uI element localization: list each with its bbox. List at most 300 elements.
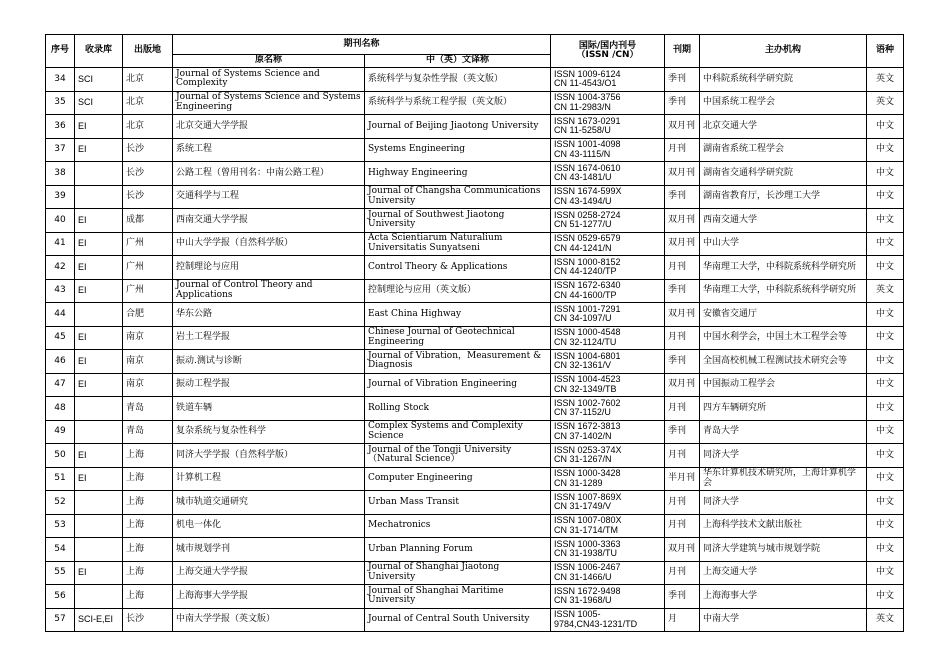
cn-number: CN 43-1115/N — [554, 148, 611, 159]
cell-location: 广州 — [123, 232, 173, 256]
cell-original-name: 同济大学学报（自然科学版） — [173, 444, 365, 468]
issn-number: ISSN 1001-7291 — [554, 303, 621, 314]
table-row — [46, 209, 904, 233]
issn-number: ISSN 1674-0610 — [554, 162, 621, 173]
cell-period: 季刊 — [665, 279, 700, 303]
cn-number: CN 32-1361/V — [554, 360, 612, 371]
cell-location: 北京 — [123, 68, 173, 92]
cell-original-name: 机电一体化 — [173, 514, 365, 538]
cell-sponsor: 华南理工大学，中科院系统科学研究所 — [700, 256, 867, 280]
header-library: 收录库 — [75, 35, 123, 68]
cell-language: 中文 — [867, 420, 904, 444]
cell-seq: 50 — [46, 444, 75, 468]
header-language: 语种 — [867, 35, 904, 68]
cell-sponsor: 湖南省交通科学研究院 — [700, 162, 867, 186]
cell-library: EI — [75, 279, 123, 303]
cell-seq: 41 — [46, 232, 75, 256]
cell-translated-name: Rolling Stock — [365, 397, 551, 421]
cell-seq: 44 — [46, 303, 75, 327]
cell-period: 双月刊 — [665, 303, 700, 327]
cell-library — [75, 162, 123, 186]
cn-number: CN 31-1714/TM — [554, 524, 619, 535]
issn-number: ISSN 1672-9498 — [554, 585, 621, 596]
cell-translated-name: Journal of Southwest Jiaotong University — [365, 209, 551, 233]
cell-translated-name: 系统科学与系统工程学报（英文版） — [365, 91, 551, 115]
header-location: 出版地 — [123, 35, 173, 68]
cell-location: 南京 — [123, 350, 173, 374]
cell-issn-cn — [551, 303, 665, 327]
cell-sponsor: 上海交通大学 — [700, 561, 867, 585]
cell-translated-name: Mechatronics — [365, 514, 551, 538]
cell-language: 中文 — [867, 373, 904, 397]
cn-number: CN 31-1267/N — [554, 454, 612, 465]
cell-original-name: 中山大学学报（自然科学版） — [173, 232, 365, 256]
cell-library: SCI-E,EI — [75, 608, 123, 632]
cn-number: CN 11-5258/U — [554, 125, 611, 136]
cn-number: CN 32-1349/TB — [554, 383, 617, 394]
cn-number: CN 32-1124/TU — [554, 336, 617, 347]
cell-original-name: Journal of Control Theory and Applications — [173, 279, 365, 303]
cell-issn-cn — [551, 350, 665, 374]
issn-number: ISSN 1004-4523 — [554, 374, 621, 385]
cell-sponsor: 北京交通大学 — [700, 115, 867, 139]
cell-translated-name: Acta Scientiarum Naturalium Universitatis Sunyatseni — [365, 232, 551, 256]
cn-number: CN 43-1481/U — [554, 172, 612, 183]
header-seq: 序号 — [46, 35, 75, 68]
cell-sponsor: 湖南省教育厅，长沙理工大学 — [700, 185, 867, 209]
cell-issn-cn — [551, 397, 665, 421]
cell-seq: 46 — [46, 350, 75, 374]
cell-translated-name: Urban Planning Forum — [365, 538, 551, 562]
cell-sponsor: 四方车辆研究所 — [700, 397, 867, 421]
cell-seq: 49 — [46, 420, 75, 444]
issn-number: ISSN 1009-6124 — [554, 68, 621, 79]
header-sponsor: 主办机构 — [700, 35, 867, 68]
cell-original-name: 公路工程（曾用刊名：中南公路工程） — [173, 162, 365, 186]
issn-number: ISSN 1674-599X — [554, 186, 622, 197]
cell-library: EI — [75, 138, 123, 162]
cell-library — [75, 491, 123, 515]
table-row — [46, 162, 904, 186]
cell-sponsor: 全国高校机械工程测试技术研究会等 — [700, 350, 867, 374]
cell-language: 中文 — [867, 585, 904, 609]
cell-issn-cn — [551, 185, 665, 209]
cn-number: CN 31-1749/V — [554, 501, 612, 512]
cell-period: 月刊 — [665, 514, 700, 538]
cell-library — [75, 185, 123, 209]
cn-number: CN 37-1402/N — [554, 430, 612, 441]
cell-location: 广州 — [123, 256, 173, 280]
cell-translated-name: Complex Systems and Complexity Science — [365, 420, 551, 444]
cell-translated-name: Systems Engineering — [365, 138, 551, 162]
issn-number: ISSN 1000-4548 — [554, 327, 621, 338]
cell-seq: 38 — [46, 162, 75, 186]
header-issn-cn-line1: 国际/国内刊号 — [578, 40, 637, 51]
cell-issn-cn — [551, 279, 665, 303]
journal-table — [45, 34, 904, 632]
header-period: 刊期 — [665, 35, 700, 68]
cell-sponsor: 中山大学 — [700, 232, 867, 256]
cell-translated-name: Computer Engineering — [365, 467, 551, 491]
cell-period: 月刊 — [665, 397, 700, 421]
cell-library — [75, 514, 123, 538]
cell-location: 上海 — [123, 491, 173, 515]
table-row — [46, 397, 904, 421]
table-row — [46, 608, 904, 632]
header-issn-cn — [551, 35, 665, 68]
cell-sponsor: 中科院系统科学研究院 — [700, 68, 867, 92]
cell-location: 长沙 — [123, 185, 173, 209]
cn-number: CN 51-1277/U — [554, 219, 612, 230]
cell-period: 半月刊 — [665, 467, 700, 491]
cn-number: CN 44-1240/TP — [554, 266, 617, 277]
cell-original-name: 上海海事大学学报 — [173, 585, 365, 609]
cell-original-name: Journal of Systems Science and Complexity — [173, 68, 365, 92]
table-row — [46, 585, 904, 609]
cell-language: 中文 — [867, 326, 904, 350]
cell-original-name: 振动工程学报 — [173, 373, 365, 397]
header-original-name: 原名称 — [173, 55, 365, 68]
cell-original-name: 铁道车辆 — [173, 397, 365, 421]
issn-number: ISSN 0258-2724 — [554, 209, 621, 220]
cell-location: 北京 — [123, 115, 173, 139]
cn-number: CN 44-1600/TP — [554, 289, 617, 300]
issn-number: ISSN 1672-3813 — [554, 421, 621, 432]
cell-language: 中文 — [867, 162, 904, 186]
cell-sponsor: 中南大学 — [700, 608, 867, 632]
table-row — [46, 279, 904, 303]
cell-sponsor: 上海科学技术文献出版社 — [700, 514, 867, 538]
cell-translated-name: 控制理论与应用（英文版） — [365, 279, 551, 303]
issn-number: ISSN 1005- — [554, 609, 601, 620]
issn-number: ISSN 1000-3363 — [554, 538, 621, 549]
cell-language: 中文 — [867, 467, 904, 491]
cell-issn-cn — [551, 420, 665, 444]
cell-location: 上海 — [123, 538, 173, 562]
cell-location: 长沙 — [123, 138, 173, 162]
cell-translated-name: East China Highway — [365, 303, 551, 327]
cell-language: 中文 — [867, 538, 904, 562]
table-row — [46, 232, 904, 256]
issn-number: ISSN 1006-2467 — [554, 562, 621, 573]
cell-library — [75, 420, 123, 444]
cell-period: 月刊 — [665, 561, 700, 585]
cell-location: 上海 — [123, 514, 173, 538]
cell-original-name: 振动.测试与诊断 — [173, 350, 365, 374]
cell-issn-cn — [551, 561, 665, 585]
cell-sponsor: 中国系统工程学会 — [700, 91, 867, 115]
issn-number: ISSN 1673-0291 — [554, 115, 621, 126]
cell-library: SCI — [75, 91, 123, 115]
cell-period: 月刊 — [665, 138, 700, 162]
cell-translated-name: Journal of Vibration Engineering — [365, 373, 551, 397]
cell-period: 季刊 — [665, 420, 700, 444]
cell-library: EI — [75, 232, 123, 256]
table-row — [46, 115, 904, 139]
cell-seq: 55 — [46, 561, 75, 585]
cell-language: 中文 — [867, 350, 904, 374]
cell-seq: 39 — [46, 185, 75, 209]
header-journal-name: 期刊名称 — [173, 35, 551, 55]
table-row — [46, 303, 904, 327]
cell-location: 成都 — [123, 209, 173, 233]
cell-library: EI — [75, 350, 123, 374]
cell-sponsor: 同济大学 — [700, 491, 867, 515]
cn-number: CN 11-2983/N — [554, 101, 611, 112]
cell-sponsor: 安徽省交通厅 — [700, 303, 867, 327]
issn-number: ISSN 1007-080X — [554, 515, 622, 526]
cn-number: CN 43-1494/U — [554, 195, 612, 206]
cell-seq: 53 — [46, 514, 75, 538]
cell-seq: 43 — [46, 279, 75, 303]
cell-seq: 37 — [46, 138, 75, 162]
cell-location: 上海 — [123, 585, 173, 609]
cell-library: SCI — [75, 68, 123, 92]
cell-location: 青岛 — [123, 397, 173, 421]
cell-language: 中文 — [867, 232, 904, 256]
cn-number: CN 37-1152/U — [554, 407, 611, 418]
cell-period: 季刊 — [665, 91, 700, 115]
issn-number: ISSN 0529-6579 — [554, 233, 621, 244]
cn-number: 9784,CN43-1231/TD — [554, 618, 638, 629]
cell-library — [75, 303, 123, 327]
cell-library — [75, 538, 123, 562]
cell-original-name: 系统工程 — [173, 138, 365, 162]
cell-seq: 45 — [46, 326, 75, 350]
cell-translated-name: Journal of Shanghai Jiaotong University — [365, 561, 551, 585]
cell-period: 月刊 — [665, 491, 700, 515]
cell-language: 英文 — [867, 608, 904, 632]
cell-library: EI — [75, 444, 123, 468]
cell-period: 双月刊 — [665, 209, 700, 233]
cell-translated-name: Journal of the Tongji University （Natural Science） — [365, 444, 551, 468]
cell-location: 上海 — [123, 561, 173, 585]
cell-original-name: 复杂系统与复杂性科学 — [173, 420, 365, 444]
cell-period: 双月刊 — [665, 162, 700, 186]
cell-translated-name: Chinese Journal of Geotechnical Engineering — [365, 326, 551, 350]
cell-original-name: 西南交通大学学报 — [173, 209, 365, 233]
cell-language: 中文 — [867, 209, 904, 233]
table-row — [46, 467, 904, 491]
table-row — [46, 350, 904, 374]
issn-number: ISSN 1672-6340 — [554, 280, 621, 291]
table-body — [46, 68, 904, 632]
cell-issn-cn — [551, 373, 665, 397]
cell-translated-name: Journal of Vibration，Measurement & Diagnosis — [365, 350, 551, 374]
cell-issn-cn — [551, 138, 665, 162]
cn-number: CN 44-1241/N — [554, 242, 612, 253]
cell-language: 中文 — [867, 303, 904, 327]
cell-issn-cn — [551, 608, 665, 632]
cell-period: 月刊 — [665, 256, 700, 280]
cn-number: CN 34-1097/U — [554, 313, 612, 324]
table-row — [46, 514, 904, 538]
table-row — [46, 444, 904, 468]
cell-period: 季刊 — [665, 185, 700, 209]
cell-period: 季刊 — [665, 350, 700, 374]
cell-period: 双月刊 — [665, 115, 700, 139]
cn-number: CN 31-1289 — [554, 477, 603, 488]
cell-original-name: 中南大学学报（英文版） — [173, 608, 365, 632]
issn-number: ISSN 1001-4098 — [554, 139, 621, 150]
cell-translated-name: Journal of Central South University — [365, 608, 551, 632]
cell-period: 月刊 — [665, 444, 700, 468]
cell-issn-cn — [551, 491, 665, 515]
cell-library: EI — [75, 115, 123, 139]
cn-number: CN 31-1968/U — [554, 595, 612, 606]
cell-period: 月 — [665, 608, 700, 632]
cell-sponsor: 华南理工大学，中科院系统科学研究所 — [700, 279, 867, 303]
table-row — [46, 68, 904, 92]
cell-seq: 40 — [46, 209, 75, 233]
cell-seq: 36 — [46, 115, 75, 139]
cell-language: 中文 — [867, 514, 904, 538]
cell-original-name: 交通科学与工程 — [173, 185, 365, 209]
cell-language: 中文 — [867, 115, 904, 139]
table-row — [46, 326, 904, 350]
cell-location: 北京 — [123, 91, 173, 115]
cell-translated-name: 系统科学与复杂性学报（英文版） — [365, 68, 551, 92]
cell-location: 长沙 — [123, 162, 173, 186]
table-row — [46, 91, 904, 115]
cell-seq: 51 — [46, 467, 75, 491]
cell-location: 南京 — [123, 326, 173, 350]
cell-language: 英文 — [867, 91, 904, 115]
cell-period: 双月刊 — [665, 538, 700, 562]
cell-period: 季刊 — [665, 585, 700, 609]
cell-issn-cn — [551, 115, 665, 139]
issn-number: ISSN 1007-869X — [554, 491, 622, 502]
cell-seq: 35 — [46, 91, 75, 115]
cell-original-name: Journal of Systems Science and Systems Engineering — [173, 91, 365, 115]
cell-seq: 56 — [46, 585, 75, 609]
cell-library: EI — [75, 256, 123, 280]
issn-number: ISSN 1004-3756 — [554, 92, 621, 103]
cell-translated-name: Highway Engineering — [365, 162, 551, 186]
cell-location: 上海 — [123, 444, 173, 468]
table-row — [46, 420, 904, 444]
cell-library: EI — [75, 373, 123, 397]
cell-original-name: 华东公路 — [173, 303, 365, 327]
issn-number: ISSN 1002-7602 — [554, 397, 621, 408]
table-row — [46, 373, 904, 397]
cell-language: 中文 — [867, 561, 904, 585]
cell-original-name: 控制理论与应用 — [173, 256, 365, 280]
cell-translated-name: Journal of Changsha Communications University — [365, 185, 551, 209]
cell-issn-cn — [551, 91, 665, 115]
cell-issn-cn — [551, 162, 665, 186]
cell-issn-cn — [551, 256, 665, 280]
cell-language: 中文 — [867, 256, 904, 280]
cell-library — [75, 585, 123, 609]
cell-language: 中文 — [867, 444, 904, 468]
cell-sponsor: 上海海事大学 — [700, 585, 867, 609]
cell-sponsor: 中国水利学会，中国土木工程学会等 — [700, 326, 867, 350]
issn-number: ISSN 1000-8152 — [554, 256, 621, 267]
issn-number: ISSN 1004-6801 — [554, 350, 621, 361]
cn-number: CN 31-1466/U — [554, 571, 612, 582]
cell-issn-cn — [551, 444, 665, 468]
cell-sponsor: 西南交通大学 — [700, 209, 867, 233]
cell-sponsor: 同济大学建筑与城市规划学院 — [700, 538, 867, 562]
cell-period: 双月刊 — [665, 232, 700, 256]
cell-original-name: 北京交通大学学报 — [173, 115, 365, 139]
cell-seq: 47 — [46, 373, 75, 397]
cell-seq: 34 — [46, 68, 75, 92]
cell-seq: 52 — [46, 491, 75, 515]
cell-location: 青岛 — [123, 420, 173, 444]
header-translated-name: 中（英）文译称 — [365, 55, 551, 68]
cell-period: 季刊 — [665, 68, 700, 92]
cell-issn-cn — [551, 585, 665, 609]
cn-number: CN 31-1938/TU — [554, 548, 618, 559]
cell-location: 长沙 — [123, 608, 173, 632]
table-row — [46, 538, 904, 562]
cell-sponsor: 青岛大学 — [700, 420, 867, 444]
cell-original-name: 城市规划学刊 — [173, 538, 365, 562]
table-row — [46, 185, 904, 209]
cell-issn-cn — [551, 232, 665, 256]
issn-number: ISSN 0253-374X — [554, 444, 622, 455]
cell-translated-name: Urban Mass Transit — [365, 491, 551, 515]
table-row — [46, 491, 904, 515]
table-row — [46, 138, 904, 162]
cell-location: 合肥 — [123, 303, 173, 327]
table-row — [46, 561, 904, 585]
cell-original-name: 城市轨道交通研究 — [173, 491, 365, 515]
table-row — [46, 256, 904, 280]
cell-language: 中文 — [867, 397, 904, 421]
cell-issn-cn — [551, 209, 665, 233]
cell-language: 中文 — [867, 138, 904, 162]
cell-period: 双月刊 — [665, 373, 700, 397]
cell-location: 上海 — [123, 467, 173, 491]
cell-issn-cn — [551, 538, 665, 562]
cell-original-name: 上海交通大学学报 — [173, 561, 365, 585]
cell-language: 中文 — [867, 185, 904, 209]
cell-language: 英文 — [867, 279, 904, 303]
cell-issn-cn — [551, 68, 665, 92]
cell-location: 广州 — [123, 279, 173, 303]
issn-number: ISSN 1000-3428 — [554, 468, 621, 479]
cell-translated-name: Control Theory & Applications — [365, 256, 551, 280]
cell-period: 月刊 — [665, 326, 700, 350]
cell-library — [75, 397, 123, 421]
cn-number: CN 11-4543/O1 — [554, 78, 617, 89]
cell-library: EI — [75, 467, 123, 491]
cell-original-name: 计算机工程 — [173, 467, 365, 491]
cell-translated-name: Journal of Beijing Jiaotong University — [365, 115, 551, 139]
header-issn-cn-line2: （ISSN /CN） — [576, 50, 639, 60]
cell-library: EI — [75, 326, 123, 350]
cell-seq: 57 — [46, 608, 75, 632]
cell-sponsor: 中国振动工程学会 — [700, 373, 867, 397]
cell-sponsor: 湖南省系统工程学会 — [700, 138, 867, 162]
header-row — [46, 35, 904, 55]
cell-issn-cn — [551, 467, 665, 491]
cell-seq: 48 — [46, 397, 75, 421]
cell-issn-cn — [551, 326, 665, 350]
cell-language: 英文 — [867, 68, 904, 92]
cell-translated-name: Journal of Shanghai Maritime University — [365, 585, 551, 609]
cell-sponsor: 同济大学 — [700, 444, 867, 468]
cell-sponsor: 华东计算机技术研究所，上海计算机学会 — [700, 467, 867, 491]
cell-seq: 42 — [46, 256, 75, 280]
cell-original-name: 岩土工程学报 — [173, 326, 365, 350]
cell-location: 南京 — [123, 373, 173, 397]
cell-seq: 54 — [46, 538, 75, 562]
cell-language: 中文 — [867, 491, 904, 515]
